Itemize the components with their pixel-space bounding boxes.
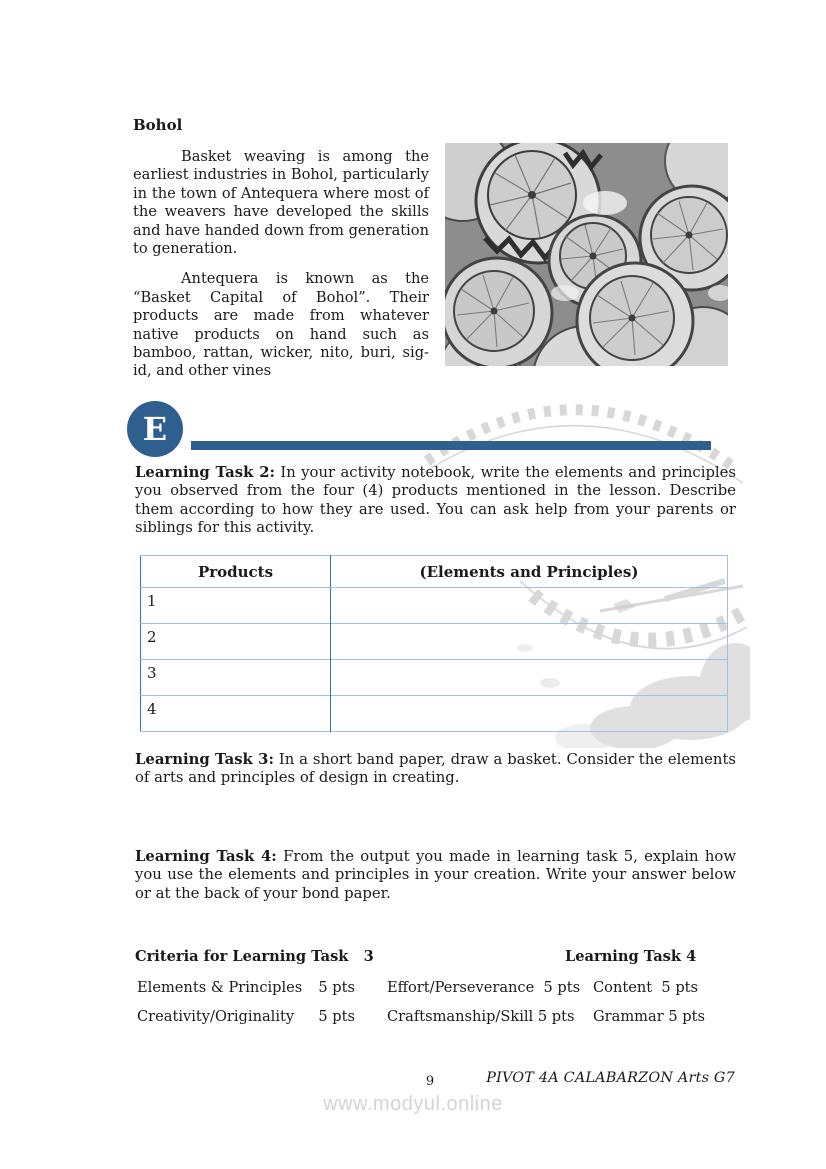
criteria-row1-col2: Effort/Perseverance 5 pts <box>387 979 581 996</box>
criteria-points: 5 pts <box>318 1008 355 1025</box>
row-number-cell: 2 <box>141 624 331 660</box>
page-number: 9 <box>425 1074 435 1089</box>
paragraph-antequera: Antequera is known as the “Basket Capital of Bohol”. Their products are made from whatever native products on hand such as bamboo, rattan, wicker, nito, buri, sig-id, and other vines <box>133 270 429 380</box>
criteria-row1-col1 <box>137 979 355 996</box>
basket-bottom-right <box>577 263 693 366</box>
table-row <box>141 588 728 624</box>
table-header-products: Products <box>141 556 331 588</box>
table-row <box>141 660 728 696</box>
table-row <box>141 696 728 732</box>
baskets-photo-image <box>445 143 728 366</box>
learning-task-3-text: In a short band paper, draw a basket. Consider the elements of arts and principles of design in creating. <box>135 751 737 787</box>
learning-task-4-label: Learning Task 4: <box>135 848 277 865</box>
row-answer-cell <box>331 624 728 660</box>
row-number-cell: 1 <box>141 588 331 624</box>
basket-bottom-left <box>445 258 552 366</box>
products-table-wrap <box>140 555 728 732</box>
footer-book-title: PIVOT 4A CALABARZON Arts G7 <box>486 1070 735 1086</box>
criteria-row2-col1 <box>137 1008 355 1025</box>
row-number-cell: 3 <box>141 660 331 696</box>
criteria-label: Creativity/Originality <box>137 1008 295 1025</box>
criteria-row2-col3: Grammar 5 pts <box>593 1008 705 1025</box>
criteria-label: Elements & Principles <box>137 979 303 996</box>
criteria-row2-col2: Craftsmanship/Skill 5 pts <box>387 1008 575 1025</box>
intro-text-column <box>133 148 429 381</box>
section-e-letter: E <box>142 410 168 448</box>
baskets-photo <box>445 143 728 366</box>
learning-task-2 <box>135 464 736 538</box>
section-divider-bar <box>191 441 711 450</box>
row-answer-cell <box>331 696 728 732</box>
table-row <box>141 624 728 660</box>
criteria-title-task4: Learning Task 4 <box>565 948 697 965</box>
learning-task-4 <box>135 848 736 903</box>
criteria-points: 5 pts <box>318 979 355 996</box>
section-heading: Bohol <box>133 116 183 134</box>
learning-task-2-label: Learning Task 2: <box>135 464 275 481</box>
learning-task-4-text: From the output you made in learning task 5, explain how you use the elements and principles in your creation. Write your answer below or at the back of your bond paper. <box>135 848 736 902</box>
row-answer-cell <box>331 660 728 696</box>
learning-task-3 <box>135 751 736 788</box>
table-header-elements-principles: (Elements and Principles) <box>331 556 728 588</box>
site-watermark: www.modyul.online <box>323 1093 503 1115</box>
row-number-cell: 4 <box>141 696 331 732</box>
products-table <box>140 555 728 732</box>
paragraph-basket-weaving: Basket weaving is among the earliest industries in Bohol, particularly in the town of Antequera where most of the weavers have developed the skills and have handed down from generation to generation. <box>133 148 429 258</box>
learning-task-3-label: Learning Task 3: <box>135 751 274 768</box>
criteria-title-task3: Criteria for Learning Task 3 <box>135 948 374 965</box>
section-e-badge <box>127 401 183 457</box>
learning-task-2-text: In your activity notebook, write the elements and principles you observed from the four (4) products mentioned in the lesson. Describe them according to how they are used. You can ask help from your parents or siblings for this activity. <box>135 464 736 537</box>
criteria-row1-col3: Content 5 pts <box>593 979 699 996</box>
row-answer-cell <box>331 588 728 624</box>
table-header-row <box>141 556 728 588</box>
